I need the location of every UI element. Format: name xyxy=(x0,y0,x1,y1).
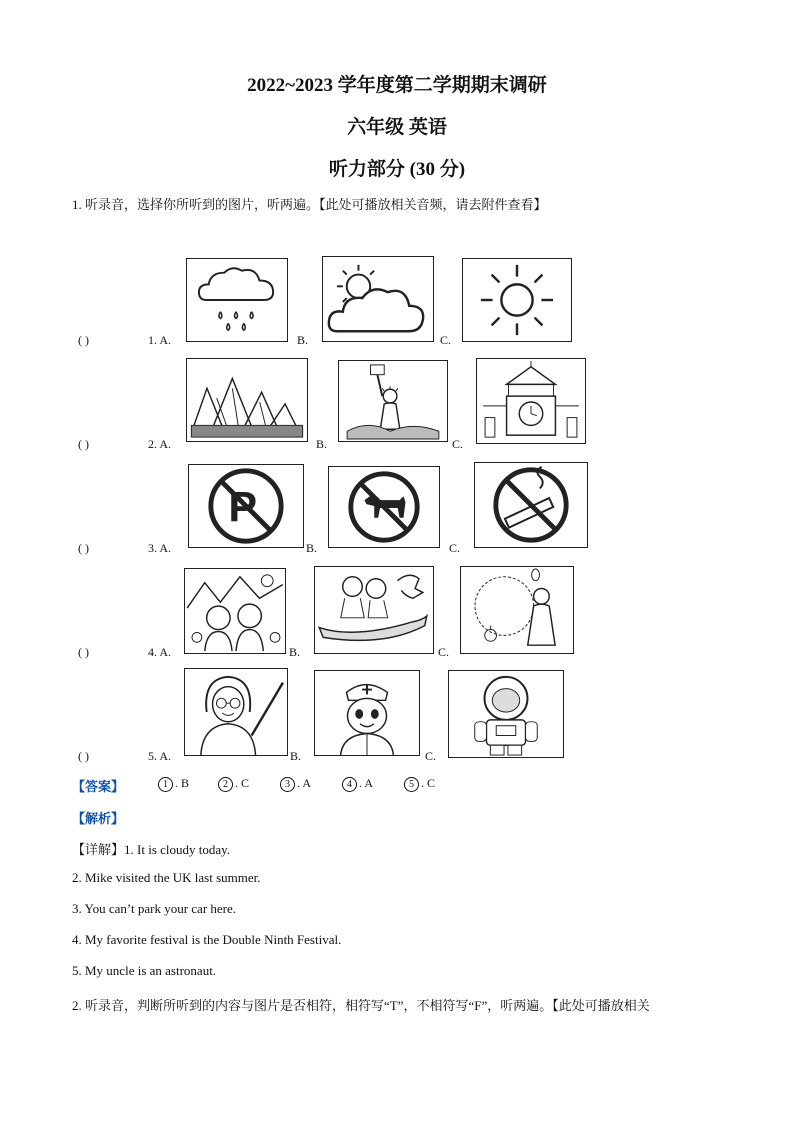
answer-blank: ( ) xyxy=(78,645,89,659)
option-c-label: C. xyxy=(452,437,464,451)
option-c-label: C. xyxy=(438,645,450,659)
mid-autumn-festival-image xyxy=(460,566,574,654)
no-dogs-sign-image xyxy=(328,466,440,548)
analysis-tag: 【解析】 xyxy=(72,811,125,826)
detail-line: 5. My uncle is an astronaut. xyxy=(72,963,217,978)
sunny-image xyxy=(462,258,572,342)
section-title: 听力部分 (30 分) xyxy=(328,159,466,180)
detail-tag: 【详解】 xyxy=(72,842,125,857)
sydney-opera-house-image xyxy=(186,358,308,442)
option-a-label: 2. A. xyxy=(148,437,172,451)
nurse-image xyxy=(314,670,420,756)
no-parking-sign-image xyxy=(188,464,304,548)
double-ninth-festival-image xyxy=(184,568,286,654)
option-c-label: C. xyxy=(425,749,437,763)
teacher-image xyxy=(184,668,288,756)
detail-line: 2. Mike visited the UK last summer. xyxy=(72,870,261,885)
q2-instruction: 2. 听录音，判断所听到的内容与图片是否相符，相符写“T”，不相符写“F”，听两遍。【此处可播放相关 xyxy=(72,998,650,1013)
answer-item: 5 . C xyxy=(404,776,435,792)
option-c-label: C. xyxy=(440,333,452,347)
detail-line: 3. You can’t park your car here. xyxy=(72,901,237,916)
answer-tag: 【答案】 xyxy=(72,779,125,794)
q1-instruction: 1. 听录音，选择你所听到的图片，听两遍。【此处可播放相关音频，请去附件查看】 xyxy=(72,197,547,212)
answer-blank: ( ) xyxy=(78,333,89,347)
option-b-label: B. xyxy=(289,645,301,659)
sun-behind-cloud-image xyxy=(322,256,434,342)
statue-of-liberty-image xyxy=(338,360,448,442)
answer-blank: ( ) xyxy=(78,437,89,451)
no-smoking-sign-image xyxy=(474,462,588,548)
option-b-label: B. xyxy=(316,437,328,451)
option-c-label: C. xyxy=(449,541,461,555)
option-a-label: 3. A. xyxy=(148,541,172,555)
answer-blank: ( ) xyxy=(78,541,89,555)
big-ben-image xyxy=(476,358,586,444)
detail-line: 【详解】1. It is cloudy today. xyxy=(72,842,231,857)
option-b-label: B. xyxy=(297,333,309,347)
astronaut-image xyxy=(448,670,564,758)
option-b-label: B. xyxy=(306,541,318,555)
svg-text:P: P xyxy=(228,483,258,532)
page-title: 2022~2023 学年度第二学期期末调研 xyxy=(247,75,547,96)
answer-item: 1 . B xyxy=(158,776,189,792)
option-a-label: 4. A. xyxy=(148,645,172,659)
detail-line: 4. My favorite festival is the Double Ninth Festival. xyxy=(72,932,342,947)
grade-subject: 六年级 英语 xyxy=(347,117,447,138)
option-a-label: 5. A. xyxy=(148,749,172,763)
rain-cloud-image xyxy=(186,258,288,342)
dragon-boat-festival-image xyxy=(314,566,434,654)
option-a-label: 1. A. xyxy=(148,333,172,347)
answer-item: 2 . C xyxy=(218,776,249,792)
option-b-label: B. xyxy=(290,749,302,763)
answer-item: 3 . A xyxy=(280,776,311,792)
answer-blank: ( ) xyxy=(78,749,89,763)
answer-item: 4 . A xyxy=(342,776,373,792)
